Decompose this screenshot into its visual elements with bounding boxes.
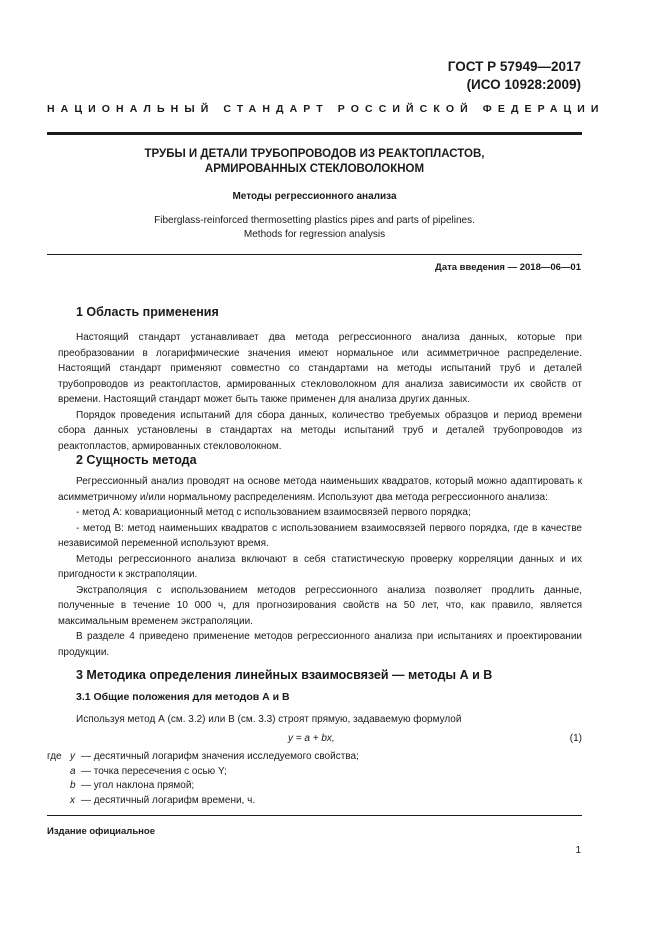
english-title (47, 214, 582, 242)
formula-row (58, 733, 582, 748)
english-title-line-2: Methods for regression analysis (243, 229, 386, 240)
subsection-3-1-heading: 3.1 Общие положения для методов А и В (76, 691, 290, 703)
variable-symbol: x (70, 794, 75, 806)
english-title-line-1: Fiberglass-reinforced thermosetting plastics pipes and parts of pipelines. (154, 215, 475, 226)
paragraph: Настоящий стандарт устанавливает два метода регрессионного анализа данных, которые при преобразовании в логарифмические значения имеют нормальное или асимметричное распределение. Настоящий стандарт применяют совместно со стандартами на методы испытаний труб и деталей трубопроводов из реактопластов, армированных стекловолокном для анализа зависимости их свойств от времени. Настоящий стандарт может быть также применен для анализа других данных. (58, 332, 582, 405)
footer-divider (47, 815, 582, 816)
title-line-2: АРМИРОВАННЫХ СТЕКЛОВОЛОКНОМ (204, 163, 425, 175)
variable-symbol: b (70, 780, 76, 791)
list-item: - метод А: ковариационный метод с использованием взаимосвязей первого порядка; (76, 507, 471, 518)
paragraph: В разделе 4 приведено применение методов регрессионного анализа при испытаниях и проектировании продукции. (58, 631, 582, 658)
variable-symbol: a (70, 765, 76, 777)
paragraph: Регрессионный анализ проводят на основе метода наименьших квадратов, который можно адаптировать к асимметричному и/или нормальному распределениям. Используют два метода регрессионного анализа: (58, 476, 582, 503)
paragraph: Используя метод А (см. 3.2) или В (см. 3.3) строят прямую, задаваемую формулой (76, 714, 462, 725)
variable-description: — угол наклона прямой; (81, 780, 195, 791)
header-divider (47, 132, 582, 135)
official-edition-label: Издание официальное (47, 826, 155, 837)
section-2-heading: 2 Сущность метода (76, 453, 197, 467)
page-number: 1 (575, 845, 581, 856)
iso-equivalent: (ИСО 10928:2009) (466, 77, 581, 92)
standard-code (448, 58, 581, 94)
introduction-date: Дата введения — 2018—06—01 (435, 262, 581, 273)
document-subtitle: Методы регрессионного анализа (232, 191, 397, 202)
document-title (47, 147, 582, 177)
section-1-heading: 1 Область применения (76, 305, 219, 319)
variable-description: — десятичный логарифм значения исследуемого свойства; (81, 751, 359, 762)
variable-description: — десятичный логарифм времени, ч. (81, 794, 256, 806)
title-divider (47, 254, 582, 255)
standard-number: ГОСТ Р 57949—2017 (447, 59, 581, 74)
variable-symbol: y (70, 751, 75, 762)
where-word: где (47, 751, 62, 762)
paragraph: Методы регрессионного анализа включают в себя статистическую проверку корреляции данных и их пригодности к экстраполяции. (58, 553, 582, 580)
section-1-body (58, 330, 582, 454)
paragraph: Порядок проведения испытаний для сбора данных, количество требуемых образцов и период времени сбора данных установлены в стандартах на методы испытаний труб и деталей трубопроводов из реактопластов, армированных стекловолокном. (58, 409, 582, 452)
section-3-heading: 3 Методика определения линейных взаимосвязей — методы А и В (76, 668, 493, 682)
formula-number: (1) (569, 733, 582, 744)
list-item: - метод В: метод наименьших квадратов с использованием взаимосвязей первого порядка, где в качестве независимой переменной используют время. (58, 522, 582, 549)
title-line-1: ТРУБЫ И ДЕТАЛИ ТРУБОПРОВОДОВ ИЗ РЕАКТОПЛАСТОВ, (144, 148, 485, 160)
paragraph: Экстраполяция с использованием методов регрессионного анализа позволяет продлить данные, полученные в течение 10 000 ч, для прогнозирования свойств на 50 лет, что, как правило, является максимальным временем экстраполяции. (58, 584, 582, 627)
section-2-body (58, 474, 582, 660)
national-standard-banner: НАЦИОНАЛЬНЫЙ СТАНДАРТ РОССИЙСКОЙ ФЕДЕРАЦИИ (47, 103, 605, 115)
variable-description: — точка пересечения с осью Y; (81, 765, 227, 777)
formula: y = a + bx, (288, 733, 335, 744)
section-3-intro (58, 712, 582, 728)
